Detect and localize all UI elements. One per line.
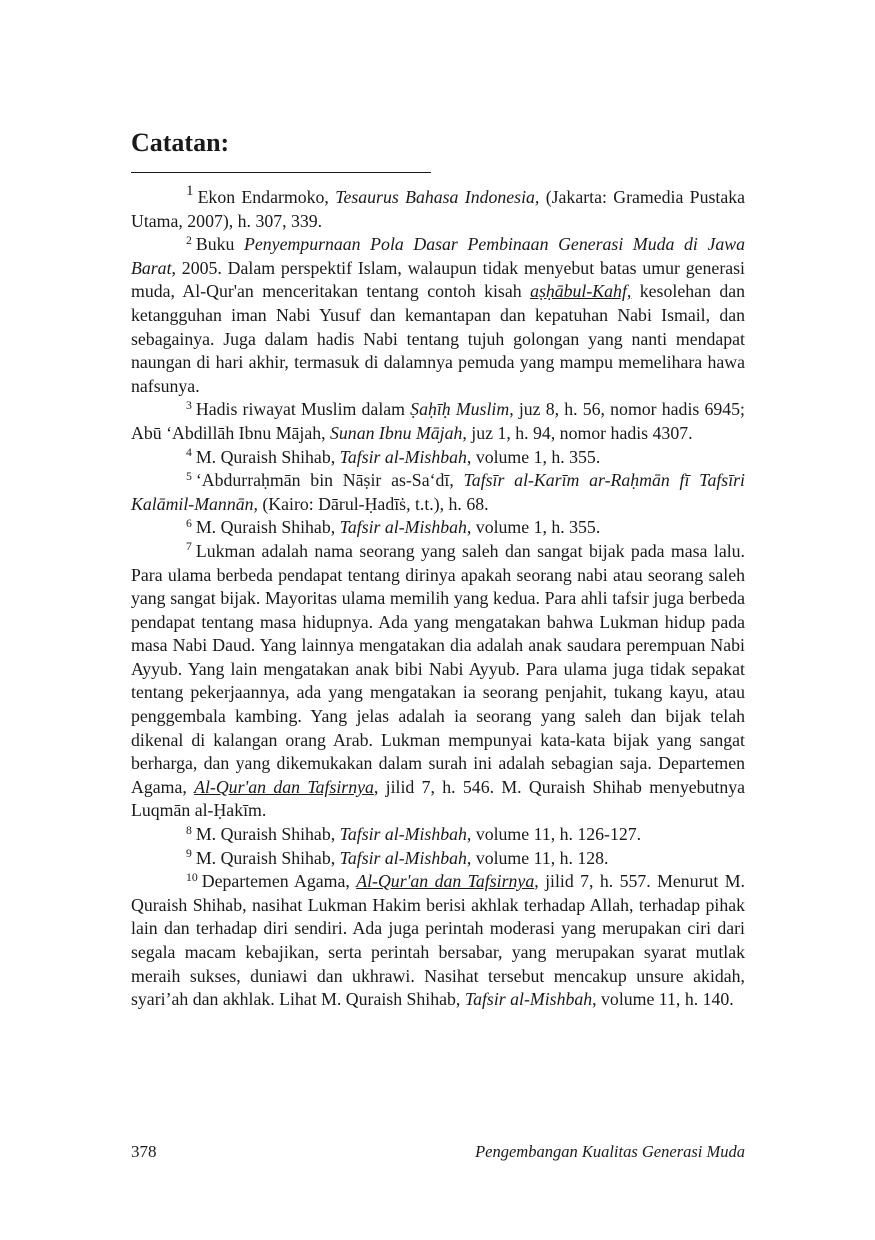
notes-heading: Catatan: [131,128,230,157]
footnote-text: M. Quraish Shihab, [195,446,340,467]
citation-title: Al-Qur'an dan Tafsirnya [194,776,374,797]
citation-title: Sunan Ibnu Mājah [330,422,463,443]
footnote-marker: 9 [186,847,192,861]
footnote-text: Hadis riwayat Muslim dalam [195,399,411,420]
footnote-marker: 4 [186,446,192,460]
footnote [131,398,745,445]
footnote [131,469,745,516]
footnote-text: , 2005. Dalam perspektif Islam, walaupun tidak menyebut batas umur generasi muda, Al-Qur'an menceritakan tentang contoh kisah [131,257,745,302]
footnote [131,823,745,847]
footnote-text: Departemen Agama, [201,871,357,892]
footnote-marker: 5 [186,469,192,483]
footnote-text: M. Quraish Shihab, [195,824,340,845]
citation-title: Al-Qur'an dan Tafsirnya [356,871,535,892]
footnote-text: kesolehan dan ketangguhan iman Nabi Yusuf dan kemantapan dan kepatuhan Nabi Ismail, dan sebagainya. Juga dalam hadis Nabi tentang tujuh golongan yang nanti mendapat naungan di hari akhir, termasuk di dalamnya pemuda yang mampu memelihara hawa nafsunya. [131,281,746,396]
citation-title: Tafsir al-Mishbah [464,989,593,1010]
footnote-text: , jilid 7, h. 557. Menurut M. Quraish Shihab, nasihat Lukman Hakim berisi akhlak terhadap Allah, terhadap pihak lain dan terhadap diri sendiri. Ada juga perintah moderasi yang merupakan ciri dari segala macam kebajikan, serta perintah bersabar, yang merupakan syarat mutlak meraih sukses, duniawi dan ukhrawi. Nasihat tersebut mencakup unsure akidah, syari’ah dan akhlak. Lihat M. Quraish Shihab, [131,871,745,1010]
footnote-text: Buku [195,234,245,255]
footnote-marker: 2 [186,233,192,247]
footnote [131,870,745,1012]
footnote [131,182,745,233]
footnote-text: , volume 11, h. 128. [466,847,609,868]
citation-title: Ṣaḥīḥ Muslim, [410,399,514,420]
citation-title: Tafsir al-Mishbah [339,847,467,868]
footnote-marker: 7 [186,540,192,554]
footnote-text: Ekon Endarmoko, [197,187,336,207]
running-title: Pengembangan Kualitas Generasi Muda [475,1142,745,1161]
footnote [131,847,745,871]
citation-title: Tafsir al-Mishbah [339,446,467,467]
footnote-marker: 3 [186,398,192,412]
footnote [131,446,745,470]
footnote [131,516,745,540]
citation-title: Tesaurus Bahasa Indonesia, [335,187,540,207]
footnote-marker: 1 [186,182,194,199]
footnote-text: juz 8, h. 56, nomor hadis 6945; Abū ‘Abdillāh Ibnu Mājah, [131,399,745,443]
citation-title: aṣḥābul-Kahf, [530,281,632,302]
footnote-text: ‘Abdurraḥmān bin Nāṣir as-Sa‘dī, [195,470,464,491]
footnote-text: (Jakarta: Gramedia Pustaka Utama, 2007), h. 307, 339. [131,187,745,231]
citation-title: Penyempurnaan Pola Dasar Pembinaan Generasi Muda di Jawa Barat [131,234,745,278]
footnote-text: volume 1, h. 355. [471,517,601,538]
footnote [131,540,745,823]
citation-title: Tafsīr al-Karīm ar-Raḥmān fī Tafsīri Kalāmil-Mannān, [131,470,745,514]
footnote-text: M. Quraish Shihab, [195,847,340,868]
footnote-text: , jilid 7, h. 546. M. Quraish Shihab menyebutnya Luqmān al-Ḥakīm. [131,776,745,821]
footnote-text: (Kairo: Dārul-Ḥadīṡ, t.t.), h. 68. [257,493,489,514]
footnote-marker: 6 [186,516,192,530]
footnote-text: , juz 1, h. 94, nomor hadis 4307. [462,422,693,443]
page-number: 378 [131,1142,157,1161]
footnote [131,233,745,398]
citation-title: Tafsir al-Mishbah [339,824,467,845]
footnote-text: , volume 11, h. 140. [592,989,734,1010]
page-footer [131,1142,745,1162]
footnote-text: , volume 11, h. 126-127. [466,824,642,845]
citation-title: Tafsir al-Mishbah, [339,517,472,538]
footnote-text: M. Quraish Shihab, [195,517,340,538]
footnote-separator [131,172,431,173]
footnote-marker: 10 [186,870,198,884]
footnote-list [131,182,746,1012]
footnote-text: , volume 1, h. 355. [466,446,601,467]
footnote-text: Lukman adalah nama seorang yang saleh dan sangat bijak pada masa lalu. Para ulama berbeda pendapat tentang dirinya apakah seorang nabi atau seorang saleh yang sangat bijak. Mayoritas ulama memilih yang kedua. Para ahli tafsir juga berbeda pendapat tentang masa hidupnya. Ada yang mengatakan bahwa Lukman hidup pada masa Nabi Daud. Yang lainnya mengatakan dia adalah anak saudara perempuan Nabi Ayyub. Yang lain mengatakan anak bibi Nabi Ayyub. Para ulama juga tidak sepakat tentang pekerjaannya, ada yang mengatakan ia seorang penjahit, tukang kayu, atau penggembala kambing. Yang jelas adalah ia seorang yang saleh dan bijak telah dikenal di kalangan orang Arab. Lukman mempunyai kata-kata bijak yang sangat berharga, dan yang dikemukakan dalam surah ini adalah sebagian saja. Departemen Agama, [131,540,745,797]
footnote-marker: 8 [186,823,192,837]
